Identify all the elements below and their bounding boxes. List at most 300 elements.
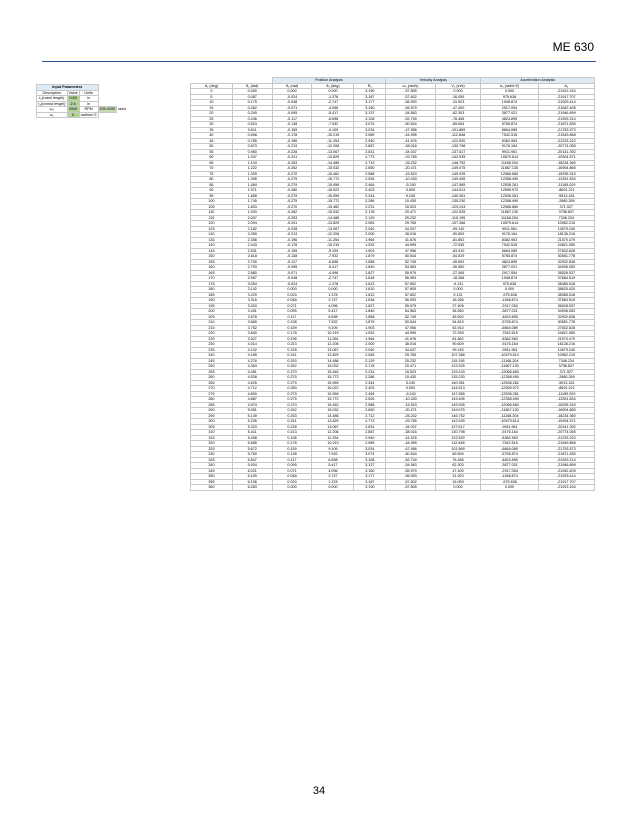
table-cell: 0.262 [272, 364, 312, 370]
param-desc: r₃(conrod length) [38, 101, 66, 106]
table-cell: 975.638 [481, 281, 538, 287]
table-cell: 4.712 [232, 386, 272, 392]
table-cell: 0.138 [272, 452, 312, 458]
table-cell: 13.829 [312, 353, 354, 359]
param-row [37, 112, 128, 118]
table-cell: 149.935 [435, 402, 481, 408]
table-cell: 250 [191, 364, 233, 370]
table-cell: -45.692 [435, 259, 481, 265]
table-cell: -6664.089 [481, 325, 538, 331]
header-rule [42, 61, 596, 62]
table-cell: 5.240 [386, 193, 435, 199]
table-cell: 12.206 [312, 342, 354, 348]
table-cell: 220 [191, 331, 233, 337]
table-cell: 3.840 [232, 331, 272, 337]
param-units: rad/sec^2 [80, 112, 97, 117]
param-value: 2000 [68, 107, 78, 111]
table-cell: -13.067 [312, 149, 354, 155]
table-cell: 2.129 [354, 358, 386, 364]
table-cell: 0 [191, 89, 233, 95]
table-cell: 0.000 [481, 485, 538, 491]
table-cell: 38385.518 [538, 281, 594, 287]
table-cell: 45.692 [435, 314, 481, 320]
table-cell: 371.927 [538, 204, 594, 210]
table-cell: 1.378 [312, 479, 354, 485]
table-cell: 55.979 [386, 270, 435, 276]
table-cell: -0.241 [272, 155, 312, 161]
table-cell: 16.059 [435, 479, 481, 485]
table-cell: 3.108 [354, 116, 386, 122]
table-cell: 99.140 [435, 347, 481, 353]
table-cell: 10.430 [386, 199, 435, 205]
table-cell: 30551.778 [538, 254, 594, 260]
table-cell: 11667.130 [481, 210, 538, 216]
table-cell: 18136.216 [538, 342, 594, 348]
table-cell: 7.932 [312, 452, 354, 458]
table-cell: 47.956 [386, 325, 435, 331]
table-cell: 1.840 [354, 265, 386, 271]
table-cell: -8382.963 [481, 435, 538, 441]
table-cell: 290 [191, 408, 233, 414]
table-cell: 0.275 [272, 375, 312, 381]
table-cell: -21549.858 [538, 441, 594, 447]
table-cell: -16904.865 [538, 408, 594, 414]
table-cell: 0.275 [272, 397, 312, 403]
table-cell: -41.676 [386, 138, 435, 144]
param-extra-units: rad/s [117, 107, 127, 111]
table-cell: -0.024 [272, 281, 312, 287]
table-cell: 4.800 [232, 391, 272, 397]
table-cell: 0.873 [232, 144, 272, 150]
table-cell: -0.159 [272, 248, 312, 254]
table-cell: 3.054 [232, 281, 272, 287]
table-cell: -9.131 [435, 281, 481, 287]
table-cell: 12595.972 [481, 188, 538, 194]
table-cell: -6664.089 [481, 446, 538, 452]
table-cell: -0.117 [272, 259, 312, 265]
table-cell: -10579.614 [481, 353, 538, 359]
table-cell: 1.818 [354, 276, 386, 282]
table-cell: -54.563 [386, 111, 435, 117]
table-cell: 55 [191, 149, 233, 155]
table-cell: 0.698 [232, 133, 272, 139]
table-cell: 0.024 [272, 292, 312, 298]
table-cell: 10.219 [312, 331, 354, 337]
table-cell: -0.048 [272, 100, 312, 106]
table-cell: -13391.834 [538, 397, 594, 403]
table-cell: -21913.154 [538, 485, 594, 491]
table-cell: -21942.405 [538, 105, 594, 111]
group-velocity-analysis: Velocity Analysis [386, 78, 481, 84]
table-cell: -57.602 [386, 479, 435, 485]
table-cell: -12358.490 [481, 397, 538, 403]
table-cell: 90 [191, 188, 233, 194]
table-cell: 1.309 [232, 171, 272, 177]
table-cell: 38385.518 [538, 292, 594, 298]
table-cell: 0.000 [386, 386, 435, 392]
table-cell: 3798.837 [538, 210, 594, 216]
table-cell: 13.829 [312, 419, 354, 425]
table-cell: -2.747 [312, 276, 354, 282]
table-cell: 24821.550 [538, 331, 594, 337]
course-title: ME 630 [552, 40, 594, 54]
table-cell: 122.520 [435, 435, 481, 441]
table-cell: 1.840 [354, 309, 386, 315]
table-cell: 38620.420 [538, 287, 594, 293]
table-cell: 4.538 [232, 375, 272, 381]
table-cell: 1.812 [354, 292, 386, 298]
table-cell: -18234.360 [538, 413, 594, 419]
table-cell: 2.040 [354, 226, 386, 232]
table-cell: 146.752 [435, 413, 481, 419]
table-cell: 100 [191, 199, 233, 205]
table-cell: -21871.835 [538, 452, 594, 458]
table-cell: -0.095 [272, 265, 312, 271]
table-cell: -0.279 [272, 193, 312, 199]
table-cell: 9.131 [435, 292, 481, 298]
table-cell: 240 [191, 353, 233, 359]
table-cell: 2.967 [232, 276, 272, 282]
table-cell: -20141.392 [538, 424, 594, 430]
table-cell: 11168.204 [481, 160, 538, 166]
table-cell: 9.109 [312, 446, 354, 452]
table-cell: -16.022 [312, 188, 354, 194]
param-col-description: Description [37, 90, 68, 96]
table-cell: 4.102 [232, 347, 272, 353]
analysis-column-header: A₄ [538, 83, 594, 89]
table-cell: 63.910 [435, 325, 481, 331]
table-cell: -57.805 [386, 89, 435, 95]
table-cell: 4.276 [232, 358, 272, 364]
table-cell: -20.471 [386, 166, 435, 172]
table-cell: 0.117 [272, 314, 312, 320]
table-cell: -56.993 [386, 474, 435, 480]
table-cell: -21753.573 [538, 446, 594, 452]
table-cell: -21233.222 [538, 138, 594, 144]
table-cell: 1.858 [354, 314, 386, 320]
table-cell: 2.094 [232, 221, 272, 227]
analysis-table [190, 77, 595, 491]
table-cell: 85 [191, 182, 233, 188]
table-cell: 2.831 [354, 424, 386, 430]
table-cell: -50.544 [386, 452, 435, 458]
table-cell: 2.880 [232, 270, 272, 276]
table-cell: 81.852 [435, 336, 481, 342]
table-cell: 34936.053 [538, 309, 594, 315]
table-cell: 265 [191, 380, 233, 386]
table-cell: 4.625 [232, 380, 272, 386]
table-cell: 1.134 [232, 160, 272, 166]
table-cell: -0.071 [272, 105, 312, 111]
table-cell: 3.160 [354, 468, 386, 474]
table-cell: 0.253 [272, 358, 312, 364]
table-cell: 2917.054 [481, 105, 538, 111]
param-col-units: Units [79, 90, 98, 96]
table-cell: -13.067 [312, 226, 354, 232]
table-cell: 0.087 [232, 94, 272, 100]
table-cell: -6.698 [312, 116, 354, 122]
table-cell: -15.772 [312, 177, 354, 183]
table-cell: 2.286 [354, 375, 386, 381]
param-units: in [79, 96, 98, 102]
table-cell: 5.411 [232, 430, 272, 436]
table-cell: 3.074 [354, 452, 386, 458]
table-cell: 10 [191, 100, 233, 106]
table-cell: 10.219 [312, 441, 354, 447]
table-cell: 2.443 [232, 243, 272, 249]
table-cell: 57.805 [386, 287, 435, 293]
table-cell: 15.523 [386, 204, 435, 210]
table-cell: -11.254 [312, 237, 354, 243]
table-cell: 57.602 [386, 281, 435, 287]
table-cell: 105 [191, 204, 233, 210]
table-cell: -13.829 [312, 155, 354, 161]
input-parameters-table [36, 84, 128, 118]
table-cell: 0.000 [312, 287, 354, 293]
table-cell: -0.159 [272, 127, 312, 133]
table-cell: 0.000 [272, 89, 312, 95]
table-cell: 2.083 [354, 221, 386, 227]
table-cell: 6.283 [232, 485, 272, 491]
table-cell: -0.024 [272, 94, 312, 100]
table-cell: 0.178 [272, 441, 312, 447]
table-cell: 1948.874 [481, 276, 538, 282]
table-cell: 38.016 [386, 342, 435, 348]
table-cell: 2.588 [354, 171, 386, 177]
table-cell: 4.014 [232, 342, 272, 348]
table-cell: 5.417 [312, 309, 354, 315]
table-cell: -19304.571 [538, 419, 594, 425]
analysis-column-header: θ₃ (rad) [272, 83, 312, 89]
table-cell: 14579.240 [538, 347, 594, 353]
table-cell: 0.524 [232, 122, 272, 128]
table-cell: 350 [191, 474, 233, 480]
table-cell: 305 [191, 424, 233, 430]
table-cell: 0.048 [272, 474, 312, 480]
table-cell: 37684.519 [538, 276, 594, 282]
table-cell: -0.117 [272, 116, 312, 122]
table-cell: -129.243 [435, 204, 481, 210]
table-cell: 25.232 [386, 358, 435, 364]
table-cell: 200 [191, 309, 233, 315]
table-cell: 2.712 [354, 413, 386, 419]
table-cell: 0.000 [435, 89, 481, 95]
table-cell: 0.213 [272, 342, 312, 348]
table-cell: -9911.961 [481, 424, 538, 430]
table-cell: -5.240 [386, 391, 435, 397]
table-cell: 27832.628 [538, 325, 594, 331]
table-cell: 2.182 [232, 226, 272, 232]
table-cell: -112.848 [435, 133, 481, 139]
table-cell: -144.513 [435, 188, 481, 194]
table-cell: 2.650 [354, 408, 386, 414]
table-cell: 2.887 [354, 144, 386, 150]
table-cell: 310 [191, 430, 233, 436]
table-cell: 5 [191, 94, 233, 100]
analysis-column-header: α₃ (rad/s^2) [481, 83, 538, 89]
table-cell: -76.456 [435, 116, 481, 122]
param-value: 0 [67, 112, 79, 118]
table-cell: 1.932 [354, 243, 386, 249]
table-cell: 0.000 [312, 89, 354, 95]
table-cell: 25.232 [386, 215, 435, 221]
table-cell: 60 [191, 155, 233, 161]
table-cell: 4.096 [312, 303, 354, 309]
table-cell: -130.798 [435, 144, 481, 150]
table-cell: -11168.204 [481, 413, 538, 419]
table-cell: 0.000 [312, 485, 354, 491]
table-cell: 345 [191, 468, 233, 474]
table-cell: 34.037 [386, 226, 435, 232]
table-cell: 371.927 [538, 369, 594, 375]
table-cell: 2.531 [232, 248, 272, 254]
table-cell: 2.712 [354, 160, 386, 166]
table-cell: 145 [191, 248, 233, 254]
table-cell: 3.491 [232, 309, 272, 315]
table-cell: 15.462 [312, 369, 354, 375]
table-cell: 55.979 [386, 303, 435, 309]
param-units: RPM [79, 107, 98, 113]
table-cell: 260 [191, 375, 233, 381]
table-cell: 0.196 [272, 435, 312, 441]
table-cell: 0.000 [435, 287, 481, 293]
table-cell: 15.959 [312, 391, 354, 397]
table-cell: 15.959 [312, 380, 354, 386]
analysis-column-header: θ₂ (rad) [232, 83, 272, 89]
table-cell: 1.879 [354, 320, 386, 326]
table-cell: 0.048 [272, 298, 312, 304]
table-cell: 24821.550 [538, 243, 594, 249]
table-cell: 3.190 [354, 485, 386, 491]
table-cell: 0.213 [272, 430, 312, 436]
table-cell: -12066.660 [481, 369, 538, 375]
table-cell: -8382.963 [481, 336, 538, 342]
table-cell: 15.523 [386, 369, 435, 375]
table-cell: 2.464 [354, 182, 386, 188]
table-cell: -52.749 [386, 116, 435, 122]
table-cell: -2.747 [312, 100, 354, 106]
table-cell: -9.109 [312, 248, 354, 254]
table-cell: 180 [191, 287, 233, 293]
table-cell: 1.920 [232, 210, 272, 216]
table-cell: -12536.261 [481, 380, 538, 386]
analysis-column-header: θ₃ (deg) [312, 83, 354, 89]
table-cell: 205 [191, 314, 233, 320]
table-cell: -44.995 [386, 441, 435, 447]
table-cell: -21929.214 [538, 457, 594, 463]
table-cell: -122.520 [435, 138, 481, 144]
table-row [191, 485, 595, 491]
table-cell: -0.138 [272, 122, 312, 128]
table-cell: 50.544 [386, 254, 435, 260]
table-cell: -62.303 [435, 111, 481, 117]
table-cell: -0.228 [272, 226, 312, 232]
table-cell: 150 [191, 254, 233, 260]
param-units: in [79, 101, 98, 107]
table-cell: 0.279 [272, 391, 312, 397]
table-cell: 30551.778 [538, 320, 594, 326]
table-cell: 5.240 [386, 380, 435, 386]
table-cell: 27832.628 [538, 248, 594, 254]
table-cell: -9911.961 [481, 347, 538, 353]
table-cell: 12358.490 [481, 199, 538, 205]
table-cell: -0.138 [272, 254, 312, 260]
table-cell: 0.095 [272, 463, 312, 469]
table-cell: 112.848 [435, 441, 481, 447]
table-cell: 6.698 [312, 314, 354, 320]
table-cell: 9176.164 [481, 232, 538, 238]
table-cell: 12066.660 [481, 171, 538, 177]
table-cell: -56.993 [386, 100, 435, 106]
table-cell: -5.417 [312, 111, 354, 117]
table-cell: 6.196 [232, 479, 272, 485]
table-cell: 1.903 [354, 325, 386, 331]
table-cell: -7.932 [312, 122, 354, 128]
table-cell: -2880.289 [538, 199, 594, 205]
table-cell: 2.588 [354, 402, 386, 408]
table-cell: 0.960 [232, 149, 272, 155]
table-cell: 2.356 [232, 237, 272, 243]
table-cell: 3.752 [232, 325, 272, 331]
table-cell: -11667.130 [481, 364, 538, 370]
table-cell: 44.995 [386, 243, 435, 249]
table-cell: -21942.405 [538, 468, 594, 474]
table-cell: 1.833 [232, 204, 272, 210]
table-cell: 13.067 [312, 347, 354, 353]
table-cell: 120 [191, 221, 233, 227]
table-cell: 14579.240 [538, 226, 594, 232]
table-cell: 4.887 [232, 397, 272, 403]
table-cell: 142.939 [435, 419, 481, 425]
table-cell: -0.048 [272, 276, 312, 282]
table-cell: 144.513 [435, 386, 481, 392]
table-cell: 44.995 [386, 331, 435, 337]
table-cell: 2.231 [354, 204, 386, 210]
table-cell: 185 [191, 292, 233, 298]
table-cell: 29.765 [386, 221, 435, 227]
table-cell: -21946.899 [538, 111, 594, 117]
table-cell: 2.178 [354, 210, 386, 216]
table-cell: 215 [191, 325, 233, 331]
table-cell: 54.563 [386, 309, 435, 315]
table-cell: 320 [191, 441, 233, 447]
table-cell: 2.286 [354, 199, 386, 205]
table-cell: 2.618 [232, 254, 272, 260]
table-cell: 195 [191, 303, 233, 309]
table-cell: -7542.515 [481, 331, 538, 337]
table-cell: 2.083 [354, 353, 386, 359]
table-cell: 5.585 [232, 441, 272, 447]
table-cell: 0.279 [272, 380, 312, 386]
table-cell: 1.818 [354, 298, 386, 304]
table-cell: -0.178 [272, 133, 312, 139]
table-cell: -20774.055 [538, 430, 594, 436]
table-cell: 1948.874 [481, 100, 538, 106]
table-cell: -20141.392 [538, 149, 594, 155]
table-cell: 7542.515 [481, 133, 538, 139]
table-cell: -21917.707 [538, 94, 594, 100]
table-cell: 2.178 [354, 364, 386, 370]
table-cell: -38.016 [386, 430, 435, 436]
table-cell: 54.563 [386, 265, 435, 271]
table-cell: -2917.054 [481, 303, 538, 309]
table-cell: 355 [191, 479, 233, 485]
table-cell: -11189.029 [538, 182, 594, 188]
table-cell: 165 [191, 270, 233, 276]
table-cell: 75 [191, 171, 233, 177]
table-cell: 27.406 [435, 303, 481, 309]
table-cell: 175 [191, 281, 233, 287]
